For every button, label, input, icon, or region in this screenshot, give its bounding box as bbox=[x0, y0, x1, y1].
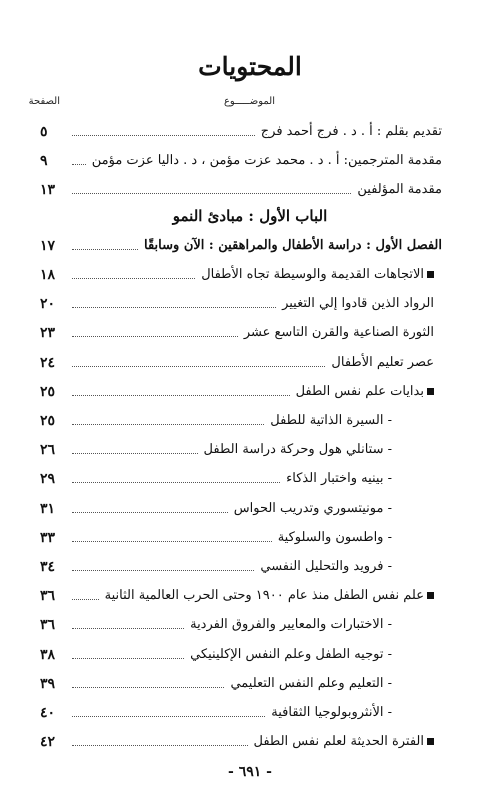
toc-entry-text bbox=[230, 675, 442, 693]
toc-entry-label: - فرويد والتحليل النفسي bbox=[260, 559, 392, 574]
toc-entry bbox=[40, 291, 442, 313]
toc-entry-text bbox=[244, 324, 442, 342]
square-bullet-icon bbox=[427, 592, 434, 599]
toc-entry-page: ٢٣ bbox=[40, 325, 56, 341]
toc-entry-page: ٣٣ bbox=[40, 530, 56, 546]
page-number: - ٦٩١ - bbox=[228, 764, 272, 780]
toc-entry bbox=[40, 671, 442, 693]
page-column-header: الصفحة bbox=[28, 96, 60, 107]
toc-entry-text bbox=[190, 646, 442, 664]
chapter-page: ١٧ bbox=[40, 238, 56, 254]
toc-entry-label: بدايات علم نفس الطفل bbox=[295, 384, 424, 399]
leader-dots bbox=[72, 627, 184, 629]
toc-entry-page: ٣٦ bbox=[40, 617, 56, 633]
toc-entry bbox=[40, 408, 442, 430]
toc-entry-text bbox=[331, 354, 442, 372]
leader-dots bbox=[72, 452, 198, 454]
toc-entry-label: الثورة الصناعية والقرن التاسع عشر bbox=[243, 325, 434, 340]
chapter-entry bbox=[40, 233, 442, 255]
toc-entry-text bbox=[282, 295, 442, 313]
toc-entry bbox=[40, 466, 442, 488]
toc-entry-page: ١٨ bbox=[40, 267, 56, 283]
toc-entry bbox=[40, 554, 442, 576]
toc-entry-page: ٢٠ bbox=[40, 296, 56, 312]
leader-dots bbox=[72, 657, 184, 659]
toc-entry-text: تقديم بقلم : أ . د . فرج أحمد فرج bbox=[260, 124, 442, 139]
leader-dots bbox=[72, 365, 325, 367]
toc-entry-label: - توجيه الطفل وعلم النفس الإكلينيكي bbox=[190, 647, 392, 662]
square-bullet-icon bbox=[427, 388, 434, 395]
toc-entry-label: علم نفس الطفل منذ عام ١٩٠٠ وحتى الحرب العالمية الثانية bbox=[104, 588, 424, 603]
toc-entry-page: ٣٦ bbox=[40, 588, 56, 604]
toc-entry-label: الرواد الذين قادوا إلي التغيير bbox=[282, 296, 434, 311]
toc-entry-text: مقدمة المؤلفين bbox=[357, 182, 442, 197]
leader-dots bbox=[72, 163, 86, 165]
toc-entry bbox=[40, 583, 442, 605]
toc-entry-text bbox=[190, 616, 442, 634]
toc-entry-label: - السيرة الذاتية للطفل bbox=[270, 413, 392, 428]
toc-entry-label: - ستانلي هول وحركة دراسة الطفل bbox=[203, 442, 392, 457]
toc-entry-page: ٣١ bbox=[40, 501, 56, 517]
toc-entry-label: - بينيه واختبار الذكاء bbox=[286, 471, 392, 486]
toc-entry-text bbox=[204, 441, 442, 459]
toc-entry-page: ٢٥ bbox=[40, 384, 56, 400]
leader-dots bbox=[72, 540, 272, 542]
square-bullet-icon bbox=[427, 271, 434, 278]
toc-entry bbox=[40, 496, 442, 518]
toc-entry bbox=[40, 700, 442, 722]
toc-entry-page: ٥ bbox=[40, 124, 48, 140]
toc-entry-text bbox=[278, 529, 442, 547]
leader-dots bbox=[72, 335, 238, 337]
toc-entry-label: - مونيتسوري وتدريب الحواس bbox=[233, 501, 392, 516]
leader-dots bbox=[72, 715, 265, 717]
toc-entry bbox=[40, 177, 442, 199]
leader-dots bbox=[72, 134, 255, 136]
toc-entry-page: ٣٤ bbox=[40, 559, 56, 575]
leader-dots bbox=[72, 248, 138, 250]
toc-entry-text bbox=[105, 587, 442, 605]
toc-entry bbox=[40, 350, 442, 372]
leader-dots bbox=[72, 394, 290, 396]
toc-entry-page: ٢٥ bbox=[40, 413, 56, 429]
toc-entry-label: - الاختبارات والمعايير والفروق الفردية bbox=[190, 617, 392, 632]
toc-entry-page: ٣٩ bbox=[40, 676, 56, 692]
leader-dots bbox=[72, 569, 254, 571]
toc-entry bbox=[40, 262, 442, 284]
toc-entry-text bbox=[260, 558, 442, 576]
leader-dots bbox=[72, 277, 195, 279]
chapter-title: الفصل الأول : دراسة الأطفال والمراهقين : الآن وسابقًا bbox=[144, 238, 442, 253]
leader-dots bbox=[72, 598, 99, 600]
toc-entry bbox=[40, 379, 442, 401]
leader-dots bbox=[72, 686, 224, 688]
toc-entry-page: ٤٠ bbox=[40, 705, 56, 721]
toc-entry bbox=[40, 612, 442, 634]
leader-dots bbox=[72, 511, 228, 513]
leader-dots bbox=[72, 481, 280, 483]
toc-entry bbox=[40, 729, 442, 751]
toc-entry-page: ٣٨ bbox=[40, 647, 56, 663]
toc-entry-text bbox=[234, 500, 442, 518]
page-title: المحتويات bbox=[198, 52, 302, 81]
toc-entry-label: الفترة الحديثة لعلم نفس الطفل bbox=[253, 734, 424, 749]
leader-dots bbox=[72, 306, 276, 308]
toc-entry-text: مقدمة المترجمين: أ . د . محمد عزت مؤمن ، د . داليا عزت مؤمن bbox=[91, 153, 442, 168]
leader-dots bbox=[72, 192, 351, 194]
toc-entry-page: ٢٤ bbox=[40, 355, 56, 371]
toc-entry-text bbox=[270, 412, 442, 430]
toc-entry bbox=[40, 525, 442, 547]
toc-entry-page: ٢٩ bbox=[40, 471, 56, 487]
toc-entry-page: ٤٢ bbox=[40, 734, 56, 750]
toc-entry-label: عصر تعليم الأطفال bbox=[331, 355, 434, 370]
toc-entry-text bbox=[296, 383, 442, 401]
toc-entry-text bbox=[254, 733, 443, 751]
toc-entry bbox=[40, 119, 442, 141]
leader-dots bbox=[72, 423, 264, 425]
toc-entry-label: - التعليم وعلم النفس التعليمي bbox=[230, 676, 392, 691]
toc-entry bbox=[40, 320, 442, 342]
toc-entry-label: - الأنثروبولوجيا الثقافية bbox=[271, 705, 392, 720]
toc-entry-page: ٩ bbox=[40, 153, 48, 169]
toc-entry-label: الاتجاهات القديمة والوسيطة تجاه الأطفال bbox=[201, 267, 424, 282]
toc-entry-page: ٢٦ bbox=[40, 442, 56, 458]
toc-entry bbox=[40, 437, 442, 459]
leader-dots bbox=[72, 744, 248, 746]
toc-entry-text bbox=[201, 266, 442, 284]
toc-entry bbox=[40, 148, 442, 170]
part-title: الباب الأول : مبادئ النمو bbox=[172, 207, 328, 225]
topic-column-header: الموضـــــوع bbox=[223, 96, 275, 107]
toc-entry-text bbox=[286, 470, 442, 488]
toc-entry-page: ١٣ bbox=[40, 182, 56, 198]
toc-entry-text bbox=[271, 704, 442, 722]
toc-entry-label: - واطسون والسلوكية bbox=[277, 530, 392, 545]
square-bullet-icon bbox=[427, 738, 434, 745]
toc-entry bbox=[40, 642, 442, 664]
